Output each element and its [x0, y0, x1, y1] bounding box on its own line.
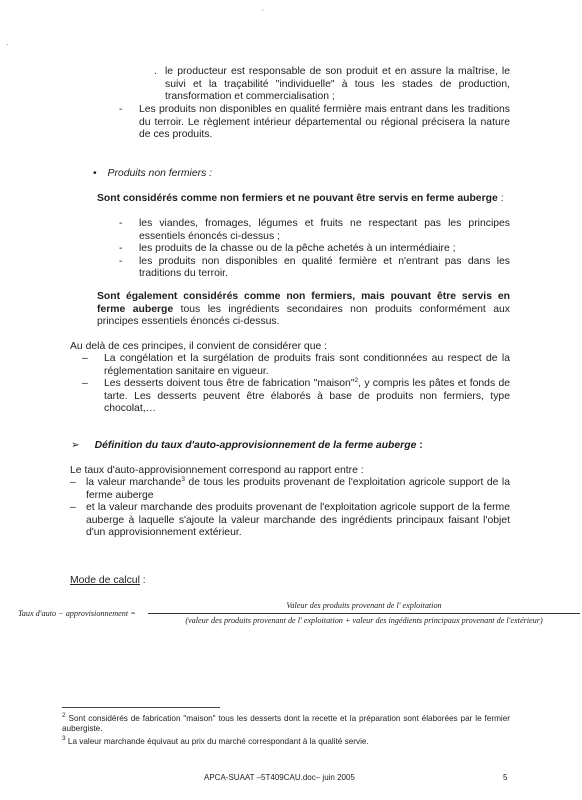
top-mark: ': [262, 8, 264, 17]
para-1-bold: Sont considérés comme non fermiers et ne pouvant être servis en ferme auberge: [97, 193, 498, 204]
list-item: [70, 476, 510, 502]
list-marker: -: [119, 218, 123, 229]
non-fermiers-list: [119, 218, 510, 281]
list-marker: -: [119, 104, 123, 115]
footnote-ref-2: 2: [354, 377, 359, 385]
non-fermiers-para-2: [97, 291, 510, 329]
non-fermiers-para-1: [97, 193, 510, 206]
list-item: [119, 218, 510, 243]
valeur-marchande-text-a: la valeur marchande: [86, 477, 182, 488]
bullet: •: [93, 168, 97, 179]
definition-heading: [71, 440, 511, 453]
list-marker: –: [82, 378, 88, 390]
principes-intro: Au delà de ces principes, il convient de considérer que :: [70, 341, 328, 352]
list-item-text: les produits de la chasse ou de la pêche achetés à un intermédiaire ;: [139, 243, 456, 255]
intro-item-1: [154, 66, 510, 104]
footnote-text: Sont considérés de fabrication "maison" tous les desserts dont la recette et la préparation sont élaborées par le fermier aubergiste.: [62, 714, 510, 734]
definition-intro: Le taux d'auto-approvisionnement correspond au rapport entre :: [70, 465, 364, 476]
formula-numerator: Valeur des produits provenant de l' exploitation: [286, 601, 442, 610]
section-non-fermiers-heading: [93, 168, 393, 181]
list-item: [70, 502, 510, 540]
formula-denominator: (valeur des produits provenant de l' exploitation + valeur des ingédients principaux provenant de l'extérieur): [185, 616, 543, 625]
list-item: [119, 255, 510, 281]
desserts-text-b: , y compris les pâtes et fonds de tarte. Les desserts peuvent être élaborés à base de produits non fermiers, type chocolat,…: [104, 378, 510, 415]
footnote-text: La valeur marchande équivaut au prix du marché correspondant à la qualité servie.: [65, 737, 369, 746]
mode-calcul-title: Mode de calcul: [70, 575, 140, 586]
footnote-2: [62, 714, 510, 735]
list-marker: .: [154, 66, 157, 77]
definition-title: Définition du taux d'auto-approvisionnement de la ferme auberge: [94, 440, 417, 451]
intro-item-2-text: Les produits non disponibles en qualité fermière mais entrant dans les traditions du terroir. Le règlement intérieur départemental ou régional précisera la nature de ces produits.: [139, 104, 510, 141]
footnote-divider: [62, 707, 220, 708]
list-item-text: La congélation et la surgélation de produits frais sont conditionnées au respect de la réglementation sanitaire en vigueur.: [104, 353, 510, 377]
margin-mark: ·: [6, 40, 9, 49]
para-1-rest: :: [497, 193, 504, 204]
list-marker: –: [82, 353, 88, 364]
list-item: [82, 377, 510, 416]
valeur-marchande-text-b: de tous les produits provenant de l'exploitation agricole support de la ferme auberge: [86, 477, 510, 501]
definition-title-suffix: :: [416, 440, 423, 451]
formula: [18, 599, 580, 633]
principes-list: [82, 353, 510, 416]
list-item: [82, 353, 510, 378]
footnote-number: 2: [62, 712, 66, 719]
list-marker: –: [70, 502, 76, 514]
list-item-text: les viandes, fromages, légumes et fruits ne respectant pas les principes essentiels énoncés ci-dessus ;: [139, 218, 510, 242]
footnote-3: [62, 737, 510, 747]
para-2-rest: tous les ingrédients secondaires non produits conformément aux principes essentiels énoncés ci-dessus.: [97, 303, 510, 328]
list-marker: –: [70, 477, 76, 488]
mode-calcul-heading: [70, 575, 270, 588]
formula-lhs: Taux d'auto − approvisionnement =: [18, 609, 136, 618]
para-2-bold: Sont également considérés comme non fermiers, mais pouvant être servis en ferme auberge: [97, 291, 510, 315]
definition-list: [70, 476, 510, 540]
list-item: [119, 243, 510, 256]
page-number: 5: [503, 773, 508, 782]
list-item-text: et la valeur marchande des produits provenant de l'exploitation agricole support de la ferme auberge à laquelle s'ajoute la valeur marchande des ingrédients principaux faisant l'objet d'un approvisionnement extérieur.: [86, 502, 510, 539]
list-item-text: les produits non disponibles en qualité fermière et n'entrant pas dans les traditions du terroir.: [139, 255, 510, 280]
footer-doc-ref: APCA-SUAAT –5T409CAU.doc– juin 2005: [204, 773, 355, 782]
footnote-ref-3: 3: [181, 476, 185, 483]
footnote-number: 3: [62, 735, 66, 742]
fraction-bar: [148, 613, 580, 614]
arrow-icon: ➢: [71, 440, 80, 451]
intro-item-1-text: le producteur est responsable de son produit et en assure la maîtrise, le suivi et la traçabilité "individuelle" à tous les stades de production, transformation et commercialisation ;: [165, 66, 510, 103]
intro-item-2: [119, 104, 510, 142]
list-marker: -: [119, 255, 123, 267]
non-fermiers-heading: Produits non fermiers :: [107, 168, 213, 179]
mode-calcul-suffix: :: [139, 575, 146, 586]
list-marker: -: [119, 243, 123, 255]
desserts-text-a: Les desserts doivent tous être de fabrication "maison": [104, 378, 355, 390]
